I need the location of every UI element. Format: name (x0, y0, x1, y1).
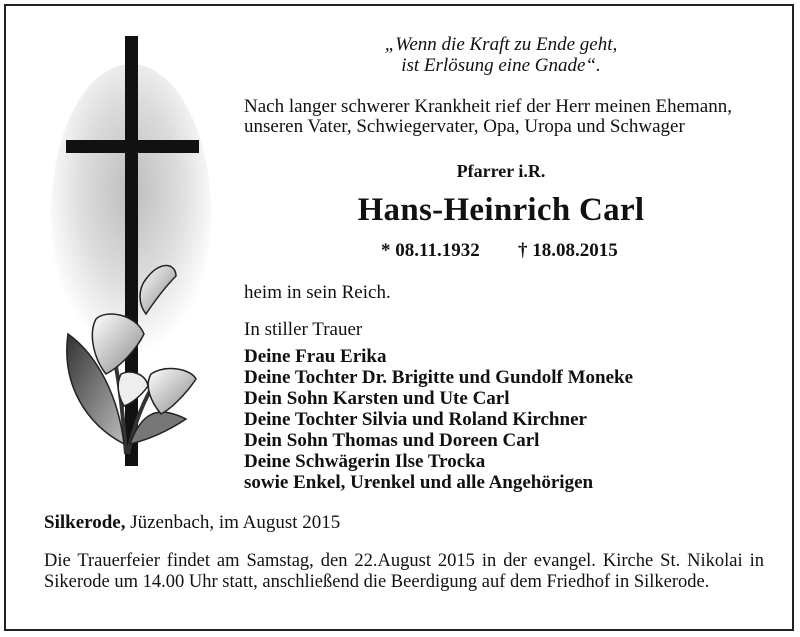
mourner-line: Deine Schwägerin Ilse Trocka (244, 451, 486, 472)
place-town: Silkerode, (44, 512, 126, 533)
mourner-line: Deine Tochter Dr. Brigitte und Gundolf Moneke (244, 367, 633, 388)
calla-lily-flower-low (148, 369, 196, 414)
obituary-frame (4, 4, 794, 631)
place-rest: Jüzenbach, im August 2015 (125, 512, 341, 533)
place-and-date (44, 512, 340, 534)
cross-and-calla-lily-illustration (26, 24, 246, 504)
quote-line-2: ist Erlösung eine Gnade“. (401, 55, 601, 76)
mourner-line: Dein Sohn Thomas und Doreen Carl (244, 430, 540, 451)
intro-line-1: Nach langer schwerer Krankheit rief der Herr meinen Ehemann, (244, 96, 732, 117)
cross-horizontal-beam (66, 140, 199, 153)
deceased-name: Hans-Heinrich Carl (357, 192, 645, 228)
quote-line-1: „Wenn die Kraft zu Ende geht, (384, 34, 618, 55)
mourner-line: Dein Sohn Karsten und Ute Carl (244, 388, 510, 409)
funeral-notice-text: Die Trauerfeier findet am Samstag, den 22.August 2015 in der evangel. Kirche St. Nikolai in Sikerode um 14.00 Uhr statt, anschließend die Beerdigung auf dem Friedhof in Silkerode. (44, 551, 764, 592)
birth-date: * 08.11.1932 (381, 240, 480, 261)
closing-line: heim in sein Reich. (244, 282, 391, 303)
funeral-notice (44, 551, 764, 593)
mourning-heading: In stiller Trauer (244, 319, 363, 340)
mourner-line: Deine Frau Erika (244, 346, 387, 367)
mourner-line: Deine Tochter Silvia und Roland Kirchner (244, 409, 587, 430)
deceased-title: Pfarrer i.R. (456, 161, 546, 181)
intro-line-2: unseren Vater, Schwiegervater, Opa, Uropa und Schwager (244, 116, 685, 137)
mourner-line: sowie Enkel, Urenkel und alle Angehörigen (244, 472, 594, 493)
death-date: † 18.08.2015 (518, 240, 618, 261)
